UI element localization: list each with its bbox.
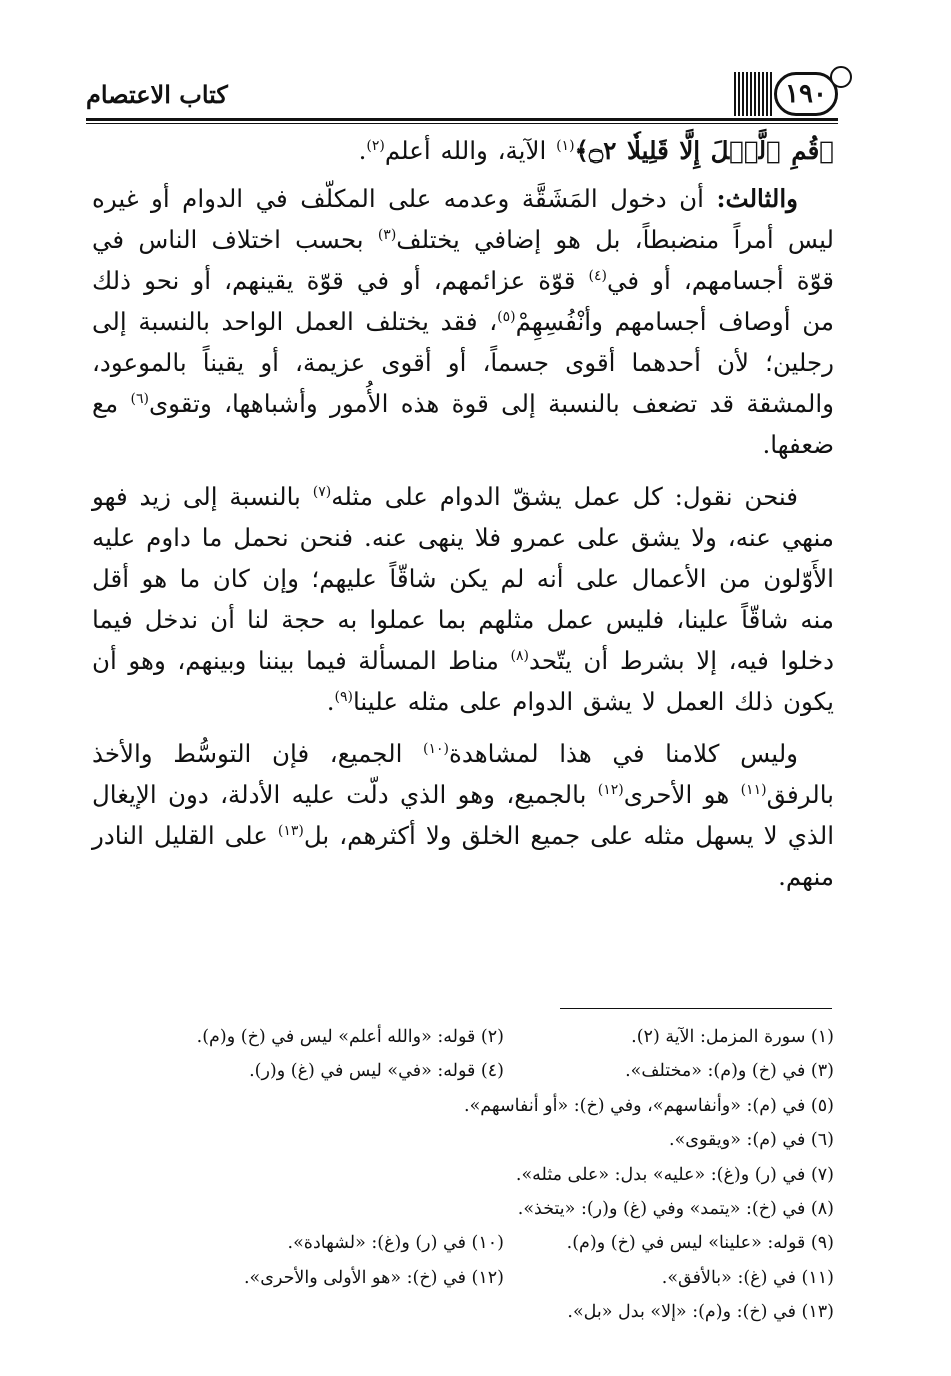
main-text	[92, 130, 834, 897]
footnote: (٢) قوله: «والله أعلم» ليس في (خ) و(م).	[196, 1027, 504, 1047]
footnote-row	[92, 1261, 834, 1295]
footnote-row	[92, 1089, 834, 1123]
ornament-curl-icon	[830, 66, 852, 88]
footnote-row	[92, 1158, 834, 1192]
footnote-ref: (١)	[556, 137, 575, 154]
paragraph-text: مناط المسألة فيما بيننا وبينهم، وهو أن يكون ذلك العمل لا يشق الدوام على مثله علينا	[92, 646, 834, 716]
footnote: (٩) قوله: «علينا» ليس في (خ) و(م).	[566, 1233, 834, 1254]
header-ornament	[734, 72, 772, 116]
paragraph-text: وليس كلامنا في هذا لمشاهدة	[449, 739, 798, 768]
paragraph-text: الجميع، فإن التوسُّط والأخذ بالرفق	[92, 739, 834, 809]
paragraph-text: مع ضعفها.	[92, 389, 834, 459]
footnote-row	[92, 1020, 834, 1054]
footnote-row	[92, 1295, 834, 1329]
footnote: (٥) في (م): «وأنفاسهم»، وفي (خ): «أو أنفاسهم».	[464, 1095, 834, 1116]
footnote-ref: (١١)	[740, 781, 767, 798]
footnote-row	[92, 1123, 834, 1157]
footnote: (٨) في (خ): «يتمد» وفي (غ) و(ر): «يتخذ».	[517, 1198, 834, 1219]
footnote-ref: (١٣)	[277, 822, 304, 839]
header-rule-thin	[86, 123, 838, 124]
footnote-ref: (٨)	[510, 647, 529, 664]
paragraph-text: ، فقد يختلف العمل الواحد بالنسبة إلى رجلين؛ لأن أحدهما أقوى جسماً، أو أقوى عزيمة، أو يقيناً بالموعود، والمشقة قد تضعف بالنسبة إلى قوة هذه الأُمور وأشباهها، وتقوى	[92, 307, 834, 418]
paragraph-laysa	[92, 733, 834, 897]
footnote: (١٠) في (ر) و(غ): «لشهادة».	[287, 1233, 504, 1254]
footnote-ref: (٥)	[497, 308, 516, 325]
paragraph-text: بالنسبة إلى زيد فهو منهي عنه، ولا يشق على عمرو فلا ينهى عنه. فنحن نحمل ما داوم عليه الأَوّلون من الأعمال على أنه لم يكن شاقّاً عليهم؛ وإن كان ما هو أقل منه شاقّاً علينا، فليس عمل مثلهم بما عملوا به حجة لنا أن ندخل فيما دخلوا فيه، إلا بشرط أن يتّحد	[92, 482, 834, 675]
footnote-row	[92, 1226, 834, 1260]
footnote-row	[92, 1192, 834, 1226]
footnote: (٣) في (خ) و(م): «مختلف».	[625, 1061, 834, 1082]
header-rule	[86, 118, 838, 121]
quran-verse: ﴿قُمِ ٱلَّيۡلَ إِلَّا قَلِيلٗا ۝٢﴾	[574, 136, 834, 165]
paragraph-fanahnu	[92, 476, 834, 722]
paragraph-text: قوّة عزائمهم، أو في قوّة يقينهم، أو نحو ذلك من أوصاف أجسامهم وأنْفُسِهِمْ	[92, 266, 834, 336]
footnote-ref: (٤)	[588, 267, 607, 284]
paragraph-lead: والثالث:	[716, 184, 798, 213]
footnotes	[92, 1020, 834, 1330]
footnote-ref: (٩)	[334, 688, 353, 705]
footnote-ref: (٦)	[130, 390, 149, 407]
footnote: (٧) في (ر) و(غ): «عليه» بدل: «على مثله».	[515, 1164, 834, 1185]
page-number: ١٩٠	[774, 72, 838, 116]
paragraph-text: أن دخول المَشَقَّة وعدمه على المكلّف في الدوام أو غيره ليس أمراً منضبطاً، بل هو إضافي يختلف	[92, 184, 835, 254]
footnote-separator	[560, 1008, 832, 1009]
footnote: (١٢) في (خ): «هو الأولى والأحرى».	[243, 1267, 504, 1288]
footnote-ref: (١٠)	[423, 740, 449, 757]
running-title: كتاب الاعتصام	[86, 80, 228, 109]
paragraph-text: بحسب اختلاف الناس في قوّة أجسامهم، أو في	[92, 225, 834, 295]
footnote-ref: (١٢)	[597, 781, 624, 798]
paragraph-text: على القليل النادر منهم.	[92, 821, 834, 891]
footnote: (١٣) في (خ): و(م): «إلا» بدل «بل».	[567, 1302, 834, 1323]
footnote: (٤) قوله: «في» ليس في (غ) و(ر).	[249, 1061, 504, 1082]
page-header	[86, 70, 838, 126]
paragraph-text: بالجميع، وهو الذي دلّت عليه الأدلة، دون الإيغال الذي لا يسهل مثله على جميع الخلق ولا أكثرهم، بل	[92, 780, 835, 850]
paragraph-text: فنحن نقول: كل عمل يشقّ الدوام على مثله	[331, 482, 798, 511]
verse-text: الآية، والله أعلم	[384, 136, 557, 165]
footnote-row	[92, 1054, 834, 1088]
paragraph-text: هو الأحرى	[623, 780, 741, 809]
footnote-ref: (٧)	[312, 483, 332, 500]
paragraph-third	[92, 178, 834, 465]
footnote: (١١) في (غ): «بالأفق».	[661, 1267, 834, 1288]
verse-line	[92, 130, 834, 171]
footnote-ref: (٢)	[366, 137, 385, 154]
paragraph-text: .	[326, 687, 335, 716]
footnote: (١) سورة المزمل: الآية (٢).	[631, 1027, 834, 1047]
footnote: (٦) في (م): «ويقوى».	[669, 1130, 834, 1151]
verse-end: .	[358, 136, 367, 165]
footnote-ref: (٣)	[377, 226, 397, 243]
